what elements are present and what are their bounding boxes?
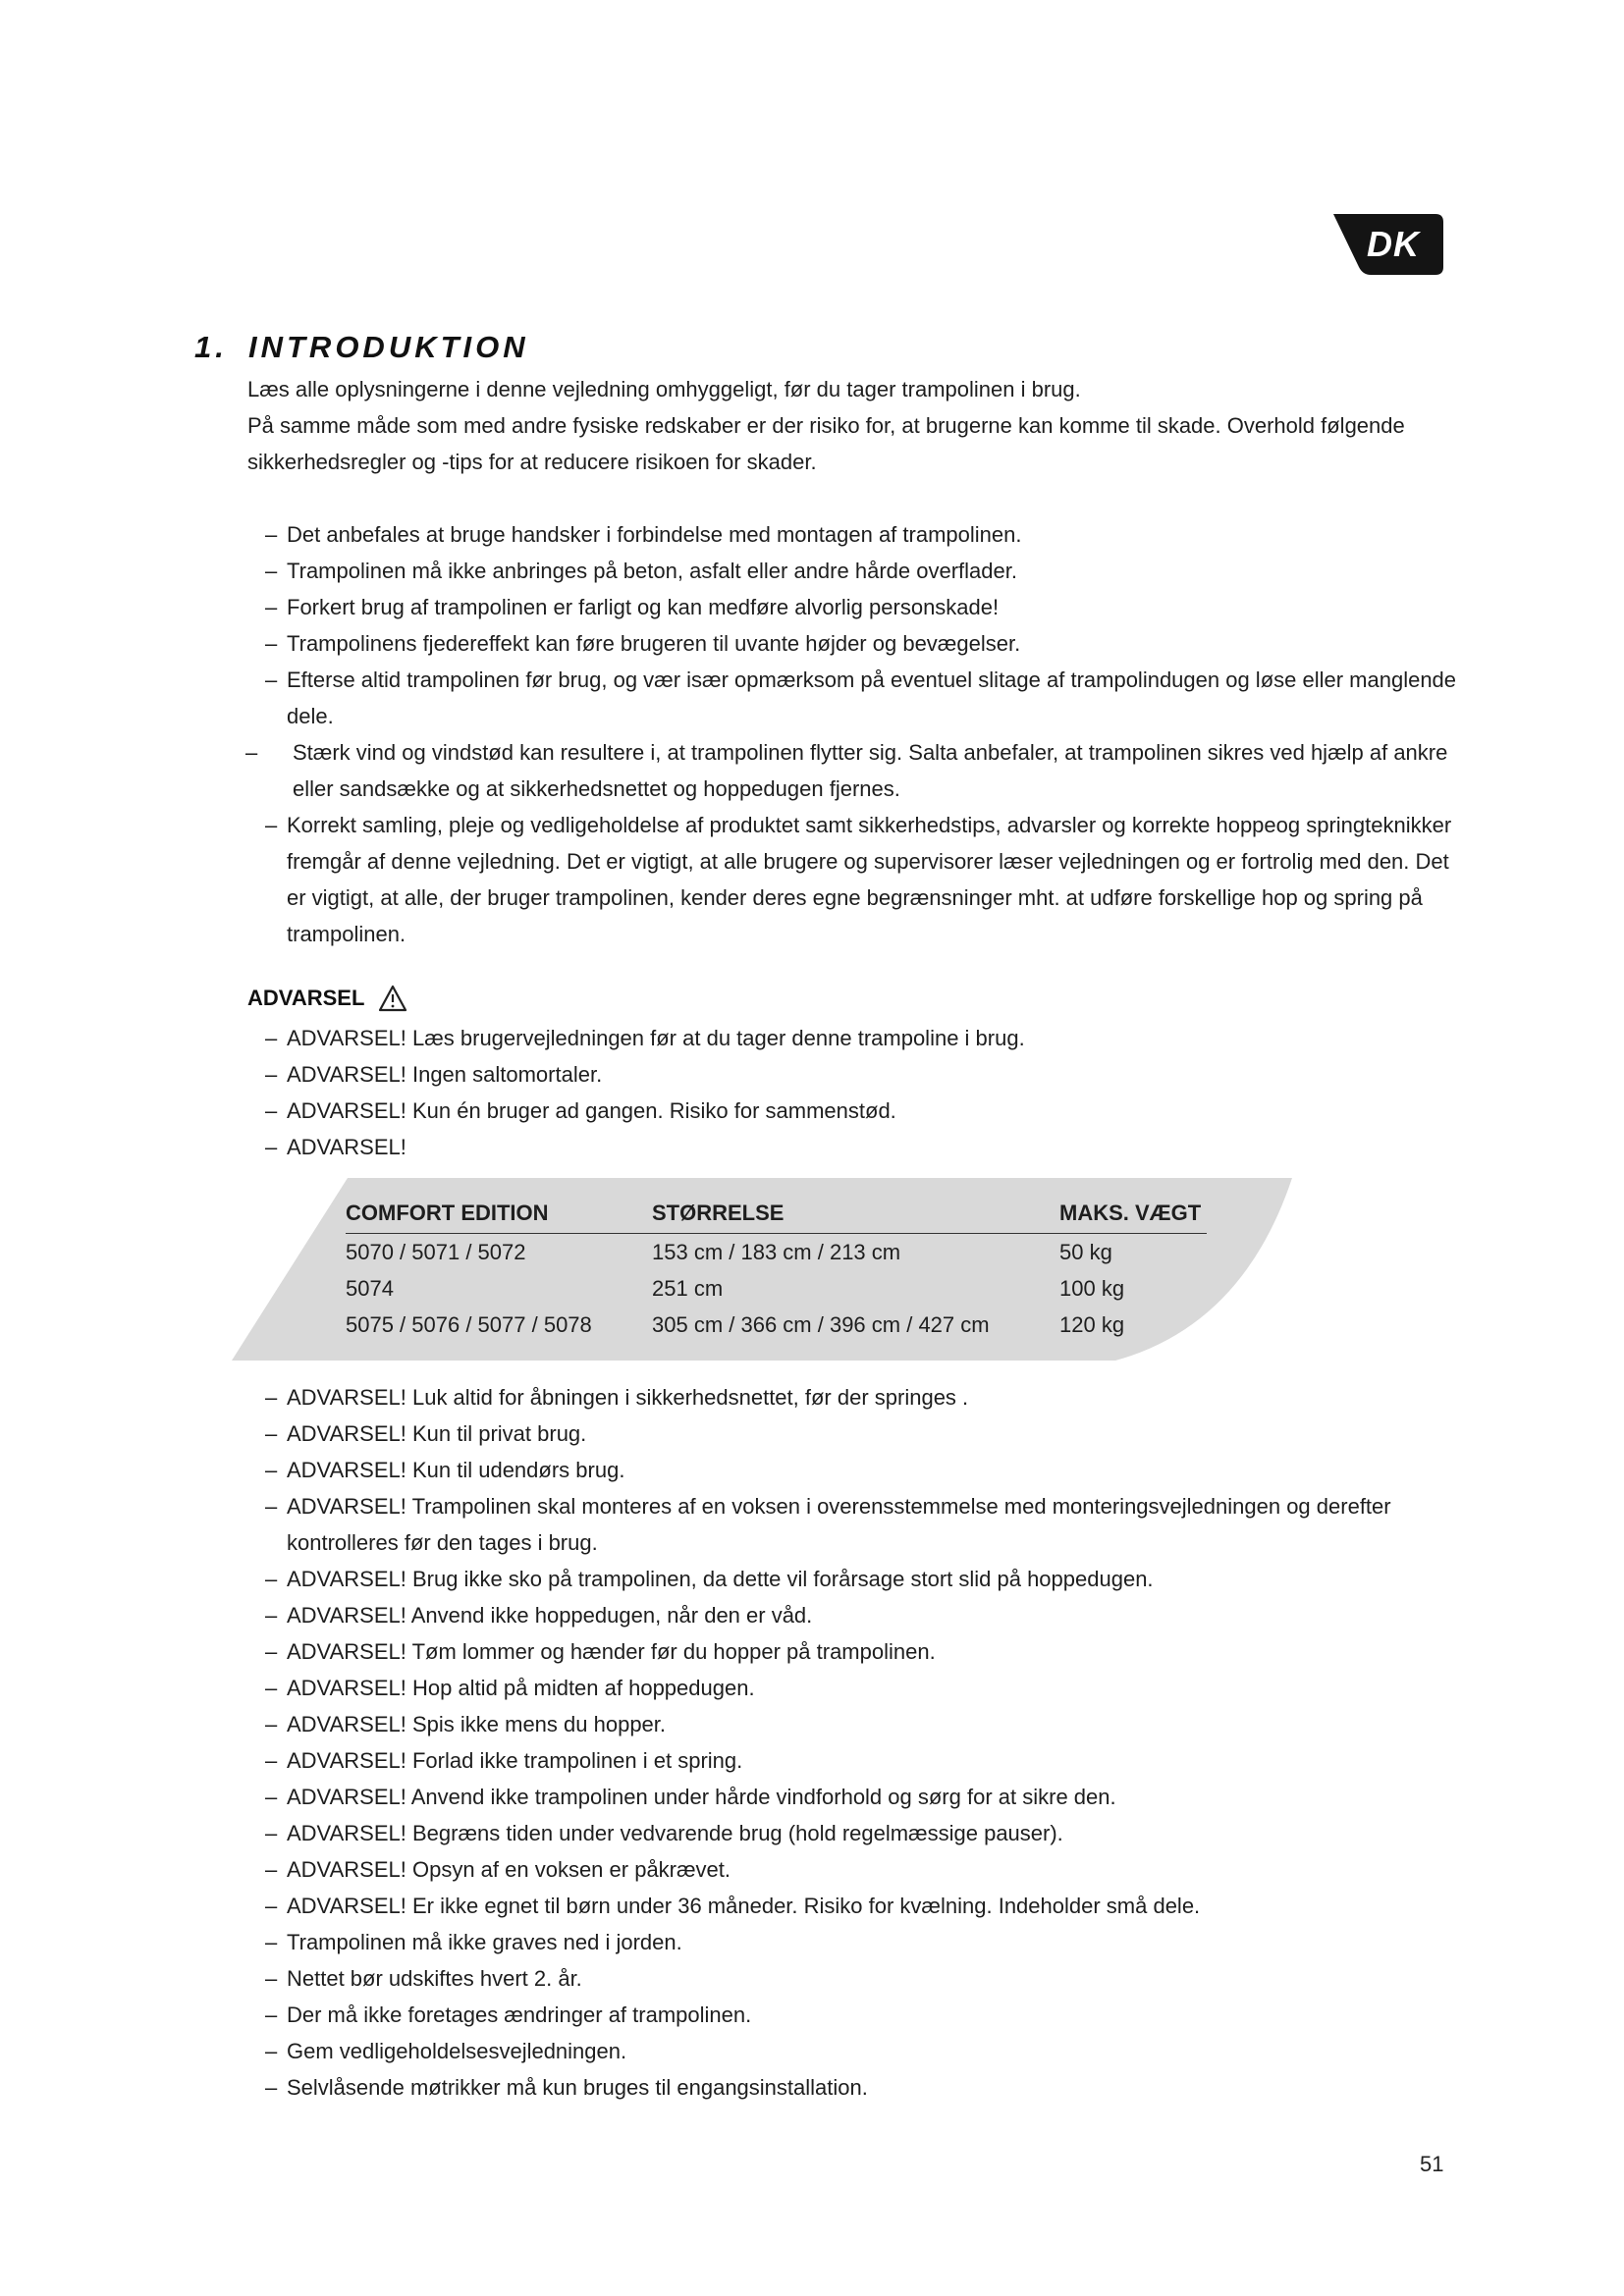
warnings-bottom-list: [247, 1379, 1465, 2106]
dash: –: [265, 2002, 278, 2027]
list-item-text: ADVARSEL! Kun til udendørs brug.: [287, 1458, 625, 1482]
section-title: [194, 330, 529, 365]
dash: –: [265, 1603, 278, 1628]
list-item: [247, 1561, 1465, 1597]
list-item-text: ADVARSEL! Anvend ikke trampolinen under hårde vindforhold og sørg for at sikre den.: [287, 1785, 1116, 1809]
list-item: [247, 1670, 1465, 1706]
dash: –: [265, 1494, 278, 1519]
list-item: [247, 1452, 1465, 1488]
list-item: [247, 589, 1465, 625]
section-title-text: INTRODUKTION: [248, 330, 529, 364]
dash: –: [265, 1135, 278, 1159]
list-item: [247, 553, 1465, 589]
cell-model: 5074: [346, 1275, 394, 1301]
list-item: [247, 1888, 1465, 1924]
safety-list: [247, 516, 1465, 952]
list-item: [247, 1129, 1465, 1165]
dash: –: [265, 595, 278, 619]
list-item: [247, 1779, 1465, 1815]
dash: –: [265, 813, 278, 837]
list-item-text: ADVARSEL! Kun én bruger ad gangen. Risiko for sammenstød.: [287, 1098, 896, 1123]
dash: –: [265, 1857, 278, 1882]
list-item: [247, 1488, 1465, 1561]
dash: –: [265, 1098, 278, 1123]
dash: –: [265, 559, 278, 583]
dash: –: [265, 1567, 278, 1591]
table-row: [346, 1307, 1207, 1343]
list-item: [247, 662, 1465, 734]
list-item-text: ADVARSEL! Ingen saltomortaler.: [287, 1062, 603, 1087]
cell-weight: 50 kg: [1059, 1239, 1112, 1264]
dash: –: [265, 522, 278, 547]
dash: –: [265, 1639, 278, 1664]
list-item: [247, 1924, 1465, 1960]
dash: –: [265, 1930, 278, 1954]
dash: –: [265, 667, 278, 692]
list-item: [247, 1020, 1465, 1056]
col-header-size: STØRRELSE: [652, 1194, 1059, 1234]
list-item-text: ADVARSEL! Begræns tiden under vedvarende brug (hold regelmæssige pauser).: [287, 1821, 1063, 1845]
cell-model: 5075 / 5076 / 5077 / 5078: [346, 1311, 592, 1337]
list-item-text: Gem vedligeholdelsesvejledningen.: [287, 2039, 627, 2063]
list-item-text: Forkert brug af trampolinen er farligt og kan medføre alvorlig personskade!: [287, 595, 1000, 619]
list-item-text: ADVARSEL! Spis ikke mens du hopper.: [287, 1712, 667, 1736]
list-item-text: Der må ikke foretages ændringer af trampolinen.: [287, 2002, 752, 2027]
warning-heading: [247, 985, 407, 1012]
intro-line-1: Læs alle oplysningerne i denne vejledning omhyggeligt, før du tager trampolinen i brug.: [247, 377, 1081, 401]
table-row: [346, 1270, 1207, 1307]
dash: –: [265, 1062, 278, 1087]
cell-weight: 120 kg: [1059, 1311, 1125, 1337]
dash: –: [265, 2039, 278, 2063]
list-item-text: Stærk vind og vindstød kan resultere i, at trampolinen flytter sig. Salta anbefaler, at trampolinen sikres ved hjælp af ankre eller sandsække og at sikkerhedsnettet og hoppedugen fjernes.: [293, 740, 1448, 801]
dash: –: [265, 1748, 278, 1773]
list-item: [247, 1997, 1465, 2033]
list-item-text: ADVARSEL! Brug ikke sko på trampolinen, da dette vil forårsage stort slid på hoppedugen.: [287, 1567, 1154, 1591]
list-item: [247, 2069, 1465, 2106]
warning-triangle-icon: [378, 985, 407, 1012]
table-row: [346, 1234, 1207, 1271]
dash: –: [265, 1026, 278, 1050]
list-item: [247, 1597, 1465, 1633]
list-item: [247, 1415, 1465, 1452]
spec-table: [346, 1194, 1207, 1343]
cell-size: 153 cm / 183 cm / 213 cm: [652, 1239, 901, 1264]
cell-weight: 100 kg: [1059, 1275, 1125, 1301]
list-item-text: Det anbefales at bruge handsker i forbindelse med montagen af trampolinen.: [287, 522, 1022, 547]
dash: –: [265, 1785, 278, 1809]
list-item-text: ADVARSEL! Anvend ikke hoppedugen, når den er våd.: [287, 1603, 813, 1628]
dash: –: [265, 631, 278, 656]
list-item-text: Efterse altid trampolinen før brug, og vær især opmærksom på eventuel slitage af trampolindugen og løse eller manglende dele.: [287, 667, 1457, 728]
list-item-text: Nettet bør udskiftes hvert 2. år.: [287, 1966, 582, 1991]
list-item-text: Trampolinen må ikke graves ned i jorden.: [287, 1930, 682, 1954]
intro-line-3: sikkerhedsregler og -tips for at reducere risikoen for skader.: [247, 450, 817, 474]
list-item-text: ADVARSEL! Tøm lommer og hænder før du hopper på trampolinen.: [287, 1639, 936, 1664]
cell-size: 305 cm / 366 cm / 396 cm / 427 cm: [652, 1311, 990, 1337]
list-item: [247, 1960, 1465, 1997]
list-item: [247, 516, 1465, 553]
dash: –: [265, 1421, 278, 1446]
warning-heading-text: ADVARSEL: [247, 986, 365, 1010]
list-item-text: Selvlåsende møtrikker må kun bruges til engangsinstallation.: [287, 2075, 868, 2100]
list-item-text: ADVARSEL!: [287, 1135, 406, 1159]
intro-line-2: På samme måde som med andre fysiske redskaber er der risiko for, at brugerne kan komme til skade. Overhold følgende: [247, 413, 1405, 438]
list-item-text: Trampolinen må ikke anbringes på beton, asfalt eller andre hårde overflader.: [287, 559, 1017, 583]
dash: –: [265, 1894, 278, 1918]
list-item-text: ADVARSEL! Hop altid på midten af hoppedugen.: [287, 1676, 755, 1700]
dash: –: [265, 1385, 278, 1410]
list-item: [247, 1815, 1465, 1851]
col-header-model: COMFORT EDITION: [346, 1194, 652, 1234]
table-header-row: [346, 1194, 1207, 1234]
list-item-text: ADVARSEL! Trampolinen skal monteres af en voksen i overensstemmelse med monteringsvejledningen og derefter kontrolleres før den tages i brug.: [287, 1494, 1391, 1555]
list-item-text: Trampolinens fjedereffekt kan føre brugeren til uvante højder og bevægelser.: [287, 631, 1021, 656]
dash: –: [265, 1712, 278, 1736]
page-number: 51: [1420, 2152, 1444, 2176]
list-item: [247, 1379, 1465, 1415]
list-item: [247, 1851, 1465, 1888]
list-item: [247, 2033, 1465, 2069]
cell-model: 5070 / 5071 / 5072: [346, 1239, 526, 1264]
section-number: 1.: [194, 330, 228, 364]
list-item: [247, 625, 1465, 662]
list-item-text: ADVARSEL! Læs brugervejledningen før at du tager denne trampoline i brug.: [287, 1026, 1025, 1050]
list-item: [247, 1056, 1465, 1093]
list-item-text: ADVARSEL! Forlad ikke trampolinen i et spring.: [287, 1748, 743, 1773]
language-badge-label: DK: [1367, 224, 1420, 264]
cell-size: 251 cm: [652, 1275, 724, 1301]
warnings-top-list: [247, 1020, 1465, 1165]
list-item: [247, 734, 1465, 807]
list-item: [247, 1706, 1465, 1742]
list-item: [247, 1633, 1465, 1670]
list-item: [247, 1742, 1465, 1779]
list-item-text: ADVARSEL! Luk altid for åbningen i sikkerhedsnettet, før der springes .: [287, 1385, 969, 1410]
dash: –: [265, 1821, 278, 1845]
list-item-text: ADVARSEL! Er ikke egnet til børn under 36 måneder. Risiko for kvælning. Indeholder små dele.: [287, 1894, 1201, 1918]
list-item-text: Korrekt samling, pleje og vedligeholdelse af produktet samt sikkerhedstips, advarsler og korrekte hoppeog springteknikker fremgår af denne vejledning. Det er vigtigt, at alle brugere og supervisorer læser vejledningen og er fortrolig med den. Det er vigtigt, at alle, der bruger trampolinen, kender deres egne begrænsninger mht. at udføre forskellige hop og spring på trampolinen.: [287, 813, 1452, 946]
list-item-text: ADVARSEL! Kun til privat brug.: [287, 1421, 587, 1446]
dash: –: [265, 2075, 278, 2100]
dash: –: [245, 740, 258, 765]
dash: –: [265, 1966, 278, 1991]
list-item-text: ADVARSEL! Opsyn af en voksen er påkrævet.: [287, 1857, 731, 1882]
dash: –: [265, 1676, 278, 1700]
dash: –: [265, 1458, 278, 1482]
col-header-max-weight: MAKS. VÆGT: [1059, 1194, 1207, 1234]
list-item: [247, 807, 1465, 952]
list-item: [247, 1093, 1465, 1129]
